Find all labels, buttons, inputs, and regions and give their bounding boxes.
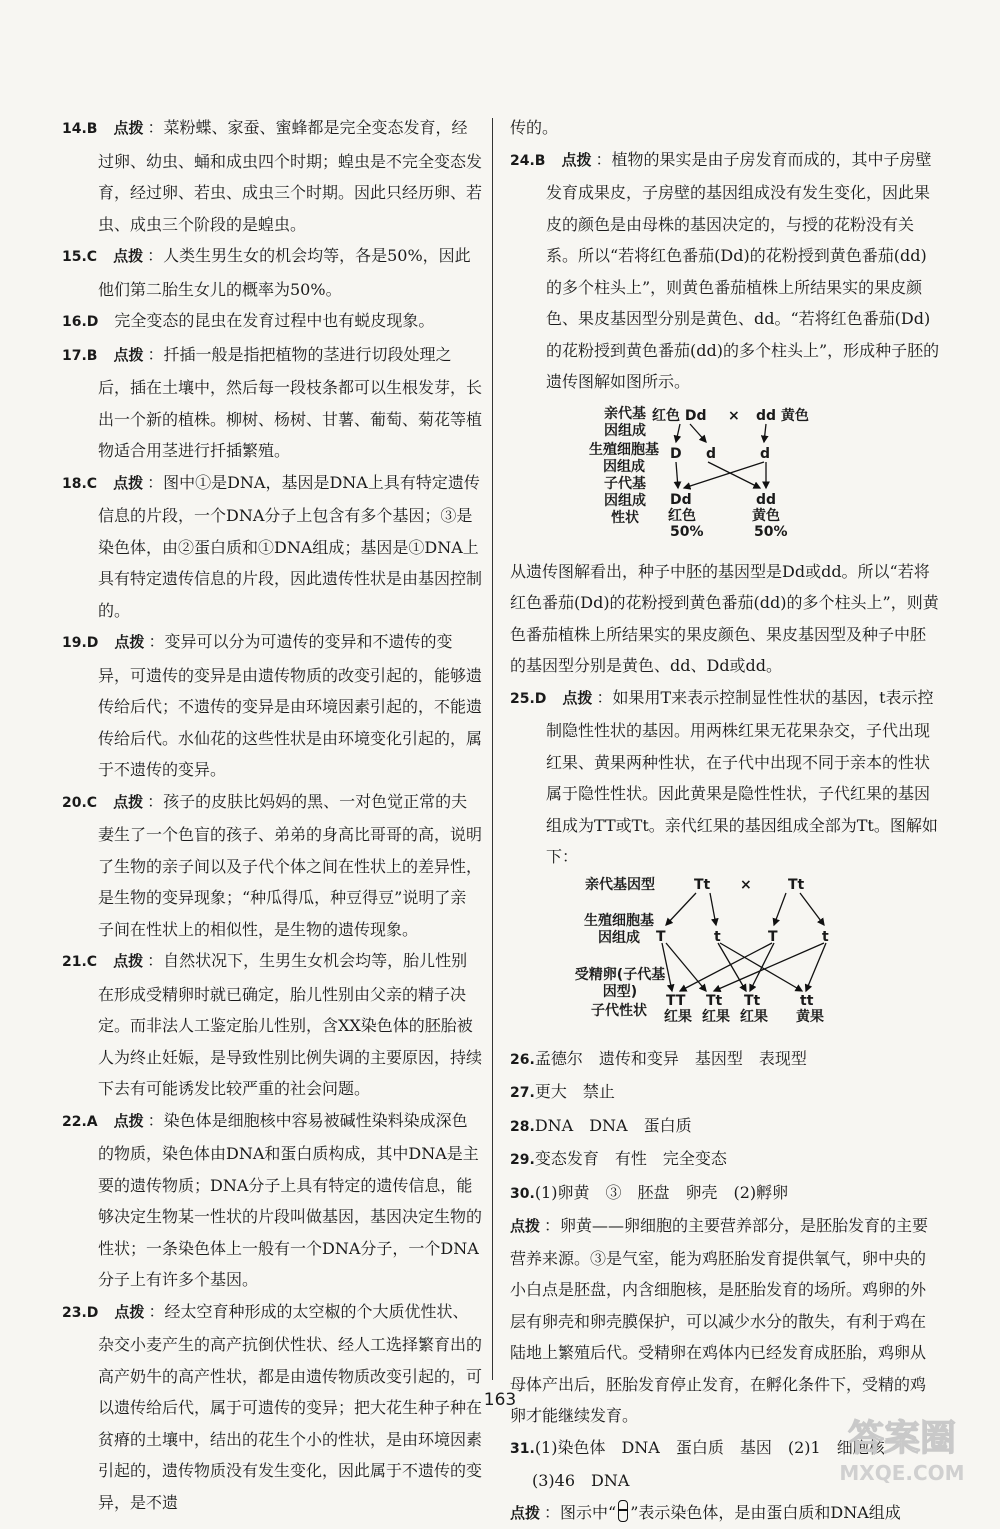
page-number: 163 <box>0 1390 1000 1410</box>
left-column <box>62 112 482 1518</box>
svg-text:MXQE.COM: MXQE.COM <box>839 1461 964 1485</box>
chromosome-icon <box>618 1500 628 1522</box>
answer-30-note: 点拨 ：卵黄——卵细胞的主要营养部分，是胚胎发育的主要营养来源。③是气室，能为鸡胚胎发育提供氧气，卵中央的小白点是胚盘，内含细胞核，是胚胎发育的场所。鸡卵的外层有卵壳和卵壳膜保护，可以减少水分的散失，有利于鸡在陆地上繁殖后代。受精卵在鸡体内已经发育成胚胎，鸡卵从母体产出后，胚胎发育停止发育，在孵化条件下，受精的鸡卵才能继续发育。 <box>510 1210 940 1432</box>
row2-label-parent: 亲代基因型 <box>580 877 660 894</box>
answer-28: 28.DNA DNA 蛋白质 <box>510 1110 940 1144</box>
right-column <box>510 112 940 1529</box>
ratio-red: 50% <box>670 524 704 540</box>
answer-21: 21.C 点拨 ：自然状况下，生男生女机会均等，胎儿性别在形成受精卵时就已确定，胎儿性别由父亲的精子决定。而非法人工鉴定胎儿性别，含XX染色体的胚胎被人为终止妊娠，是导致性别比例失调的主要原因，持续下去有可能诱发比较严重的社会问题。 <box>62 945 482 1105</box>
svg-text:答案圈: 答案圈 <box>848 1418 956 1459</box>
answer-31-line2: (3)46 DNA <box>510 1465 940 1497</box>
diagram-arrows <box>510 402 940 552</box>
parent-red-Dd: 红色 Dd <box>652 408 707 424</box>
answer-24: 24.B 点拨 ：植物的果实是由子房发育而成的，其中子房壁发育成果皮，子房壁的基因组成没有发生变化，因此果皮的颜色是由母株的基因决定的，与授的花粉没有关系。所以“若将红色番茄(Dd)的花粉授到黄色番茄(dd)的多个柱头上”，则黄色番茄植株上所结果实的果皮颜色、果皮基因型分别是黄色、dd。“若将红色番茄(Dd)的花粉授到黄色番茄(dd)的多个柱头上”，形成种子胚的遗传图解如图所示。 <box>510 144 940 398</box>
gamete2-t-2: t <box>822 929 829 945</box>
trait2-red-1: 红果 <box>664 1009 692 1025</box>
answer-16: 16.D 完全变态的昆虫在发育过程中也有蜕皮现象。 <box>62 305 482 339</box>
gamete2-T-2: T <box>768 929 778 945</box>
answer-27: 27.更大 禁止 <box>510 1076 940 1110</box>
answer-17: 17.B 点拨 ：扦插一般是指把植物的茎进行切段处理之后，插在土壤中，然后每一段枝条都可以生根发芽，长出一个新的植株。柳树、杨树、甘薯、葡萄、菊花等植物适合用茎进行扦插繁殖。 <box>62 339 482 467</box>
answer-24-conclusion: 从遗传图解看出，种子中胚的基因型是Dd或dd。所以“若将红色番茄(Dd)的花粉授到黄色番茄(dd)的多个柱头上”，则黄色番茄植株上所结果实的果皮颜色、果皮基因型及种子中胚的基因型分别是黄色、dd、Dd或dd。 <box>510 556 940 682</box>
row2-label-trait: 子代性状 <box>584 1003 654 1020</box>
row2-label-gametes: 生殖细胞基因组成 <box>584 913 654 947</box>
answer-19: 19.D 点拨 ：变异可以分为可遗传的变异和不遗传的变异，可遗传的变异是由遗传物质的改变引起的，能够遗传给后代；不遗传的变异是由环境因素引起的，不能遗传给后代。水仙花的这些性状是由环境变化引起的，属于不遗传的变异。 <box>62 626 482 786</box>
genetic-diagram-tomato <box>510 402 940 552</box>
gamete-D: D <box>670 446 682 462</box>
zygote-TT: TT <box>666 993 685 1009</box>
answer-18: 18.C 点拨 ：图中①是DNA，基因是DNA上具有特定遗传信息的片段，一个DNA分子上包含有多个基因；③是染色体，由②蛋白质和①DNA组成；基因是①DNA上具有特定遗传信息的片段，因此遗传性状是由基因控制的。 <box>62 467 482 627</box>
cross2-symbol: × <box>740 877 752 893</box>
answer-25: 25.D 点拨 ：如果用T来表示控制显性性状的基因，t表示控制隐性性状的基因。用两株红果无花果杂交，子代出现红果、黄果两种性状，在子代中出现不同于亲本的性状属于隐性性状。因此黄果是隐性性状，子代红果的基因组成为TT或Tt。亲代红果的基因组成全部为Tt。图解如下： <box>510 682 940 873</box>
offspring-trait-yellow: 黄色 <box>752 508 780 524</box>
row-label-parent-genotype: 亲代基因组成 <box>598 406 652 440</box>
answer-22: 22.A 点拨 ：染色体是细胞核中容易被碱性染料染成深色的物质，染色体由DNA和蛋白质构成，其中DNA是主要的遗传物质；DNA分子上具有特定的遗传信息，能够决定生物某一性状的片段叫做基因，基因决定生物的性状；一条染色体上一般有一个DNA分子，一个DNA分子上有许多个基因。 <box>62 1105 482 1296</box>
offspring-Dd: Dd <box>670 492 692 508</box>
answer-31-note: 点拨 ：图示中“ ”表示染色体，是由蛋白质和DNA组成 <box>510 1497 940 1529</box>
cross-symbol: × <box>728 408 740 424</box>
zygote-Tt-1: Tt <box>706 993 722 1009</box>
gamete-d-2: d <box>760 446 770 462</box>
answer-26: 26.孟德尔 遗传和变异 基因型 表现型 <box>510 1043 940 1077</box>
trait2-red-3: 红果 <box>740 1009 768 1025</box>
row-label-offspring-genotype: 子代基因组成 <box>598 476 652 510</box>
gamete-d-1: d <box>706 446 716 462</box>
parent-yellow-dd: dd 黄色 <box>756 408 809 424</box>
answer-14: 14.B 点拨 ：菜粉蝶、家蚕、蜜蜂都是完全变态发育，经过卵、幼虫、蛹和成虫四个时期；蝗虫是不完全变态发育，经过卵、若虫、成虫三个时期。因此只经历卵、若虫、成虫三个阶段的是蝗虫。 <box>62 112 482 240</box>
trait2-red-2: 红果 <box>702 1009 730 1025</box>
row-label-trait: 性状 <box>600 510 650 527</box>
trait2-yellow: 黄果 <box>796 1009 824 1025</box>
column-divider <box>492 118 493 1380</box>
zygote-Tt-2: Tt <box>744 993 760 1009</box>
row-label-gamete-genotype: 生殖细胞基因组成 <box>586 442 662 476</box>
row2-label-zygote: 受精卵(子代基因型) <box>574 967 666 1001</box>
gamete2-T-1: T <box>656 929 666 945</box>
answer-20: 20.C 点拨 ：孩子的皮肤比妈妈的黑、一对色觉正常的夫妻生了一个色盲的孩子、弟弟的身高比哥哥的高，说明了生物的亲子间以及子代个体之间在性状上的差异性，是生物的变异现象；“种瓜得瓜，种豆得豆”说明了亲子间在性状上的相似性，是生物的遗传现象。 <box>62 786 482 946</box>
answer-29: 29.变态发育 有性 完全变态 <box>510 1143 940 1177</box>
offspring-dd: dd <box>756 492 776 508</box>
answer-23: 23.D 点拨 ：经太空育种形成的太空椒的个大质优性状、杂交小麦产生的高产抗倒伏性状、经人工选择繁育出的高产奶牛的高产性状，都是由遗传物质改变引起的，可以遗传给后代，属于可遗传的变异；把大花生种子种在贫瘠的土壤中，结出的花生个小的性状，是由环境因素引起的，遗传物质没有发生变化，因此属于不遗传的变异，是不遗 <box>62 1296 482 1519</box>
zygote-tt: tt <box>800 993 813 1009</box>
offspring-trait-red: 红色 <box>668 508 696 524</box>
answer-23-continued: 传的。 <box>510 112 940 144</box>
gamete2-t-1: t <box>714 929 721 945</box>
parent2-Tt-1: Tt <box>694 877 710 893</box>
parent2-Tt-2: Tt <box>788 877 804 893</box>
answer-30: 30.(1)卵黄 ③ 胚盘 卵壳 (2)孵卵 <box>510 1177 940 1211</box>
answer-15: 15.C 点拨 ：人类生男生女的机会均等，各是50%，因此他们第二胎生女儿的概率为50%。 <box>62 240 482 305</box>
ratio-yellow: 50% <box>754 524 788 540</box>
watermark-logo <box>812 1408 992 1488</box>
genetic-diagram-fig <box>510 873 940 1043</box>
answer-31: 31.(1)染色体 DNA 蛋白质 基因 (2)1 细胞核 <box>510 1432 940 1466</box>
